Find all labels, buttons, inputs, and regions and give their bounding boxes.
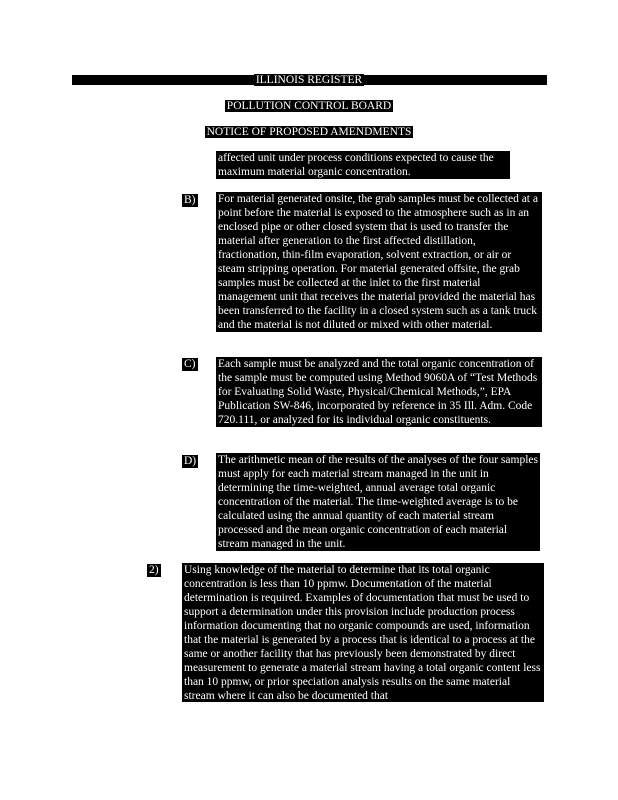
paragraph-2: Using knowledge of the material to determine that its total organic concentration is less than 10 ppmw. Documentation of the material determination is required. Examples of documentation that must be used to support a determination under this provision include production process information documenting that no organic compounds are used, information that the material is generated by a process that is identical to a process at the same or another facility that has previously been demonstrated by direct measurement to generate a material stream having a total organic content less than 10 ppmw, or prior speciation analysis results on the same material stream where it can also be documented that [182,563,544,702]
paragraph-marker-d: D) [184,455,197,467]
paragraph-c: Each sample must be analyzed and the total organic concentration of the sample must be computed using Method 9060A of “Test Methods for Evaluating Solid Waste, Physical/Chemical Methods,”, EPA Publication SW-846, incorporated by reference in 35 Ill. Adm. Code 720.111, or analyzed for its individual organic constituents. [216,357,542,427]
board-title-text: POLLUTION CONTROL BOARD [226,100,392,112]
notice-title-text: NOTICE OF PROPOSED AMENDMENTS [206,126,412,138]
notice-title [0,126,618,139]
paragraph-continuation: affected unit under process conditions expected to cause the maximum material organic concentration. [216,151,510,179]
board-title [0,100,618,113]
paragraph-b: For material generated onsite, the grab samples must be collected at a point before the material is exposed to the atmosphere such as in an enclosed pipe or other closed system that is used to transfer the material after generation to the first affected distillation, fractionation, thin-film evaporation, solvent extraction, or air or steam stripping operation. For material generated offsite, the grab samples must be collected at the inlet to the first material management unit that receives the material provided the material has been transferred to the facility in a closed system such as a tank truck and the material is not diluted or mixed with other material. [216,192,542,332]
paragraph-marker-b: B) [184,194,196,206]
register-title-text: ILLINOIS REGISTER [255,74,363,86]
paragraph-marker-c: C) [184,358,196,370]
paragraph-d: The arithmetic mean of the results of the analyses of the four samples must apply for each material stream managed in the unit in determining the time-weighted, annual average total organic concentration of the material. The time-weighted average is to be calculated using the annual quantity of each material stream processed and the mean organic concentration of each material stream managed in the unit. [216,453,540,551]
paragraph-marker-2: 2) [149,564,159,576]
register-title [0,74,618,87]
